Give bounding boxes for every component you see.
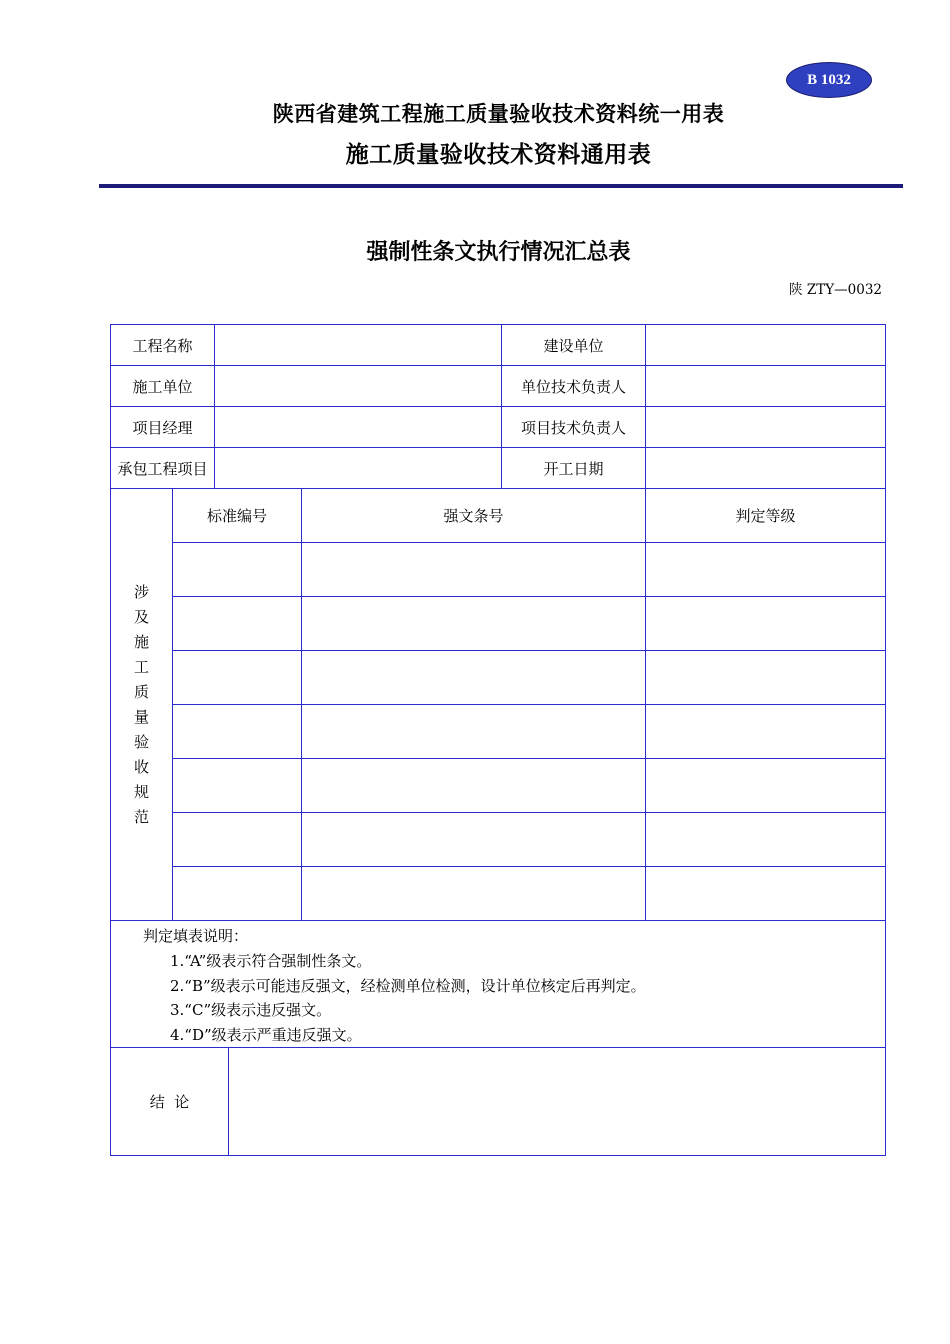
conclusion-row — [111, 1048, 886, 1156]
side-char: 规 — [133, 782, 149, 801]
standards-header-row — [111, 489, 886, 543]
standards-row — [111, 651, 886, 705]
summary-form — [110, 324, 886, 1156]
standards-row — [111, 705, 886, 759]
standard-number-cell[interactable] — [173, 813, 302, 867]
side-char: 质 — [133, 682, 149, 701]
start-date-label: 开工日期 — [502, 448, 646, 489]
conclusion-field[interactable] — [229, 1048, 886, 1156]
grade-cell[interactable] — [646, 759, 886, 813]
clause-number-cell[interactable] — [302, 867, 646, 921]
pm-field[interactable] — [215, 407, 502, 448]
notes-row — [111, 921, 886, 1048]
standards-side-label-text — [111, 580, 172, 830]
pm-label: 项目经理 — [111, 407, 215, 448]
col-grade: 判定等级 — [646, 489, 886, 543]
clause-number-cell[interactable] — [302, 651, 646, 705]
header-divider — [99, 184, 903, 188]
standards-row — [111, 759, 886, 813]
project-tech-field[interactable] — [646, 407, 886, 448]
notes-title: 判定填表说明： — [143, 927, 249, 945]
conclusion-label: 结 论 — [111, 1048, 229, 1156]
col-clause-number: 强文条号 — [302, 489, 646, 543]
info-row-1 — [111, 325, 886, 366]
standard-number-cell[interactable] — [173, 597, 302, 651]
grade-cell[interactable] — [646, 867, 886, 921]
info-row-2 — [111, 366, 886, 407]
standards-side-label — [111, 489, 173, 921]
side-char: 涉 — [133, 582, 149, 601]
form-code: 陕 ZTY—0032 — [789, 282, 882, 298]
header-line-1: 陕西省建筑工程施工质量验收技术资料统一用表 — [272, 101, 725, 126]
standard-number-cell[interactable] — [173, 651, 302, 705]
contractor-field[interactable] — [215, 366, 502, 407]
side-char: 验 — [133, 732, 149, 751]
grade-cell[interactable] — [646, 597, 886, 651]
standard-number-cell[interactable] — [173, 867, 302, 921]
info-row-3 — [111, 407, 886, 448]
note-item: 2.“B”级表示可能违反强文，经检测单位检测，设计单位核定后再判定。 — [170, 976, 646, 995]
note-item: 3.“C”级表示违反强文。 — [170, 1001, 332, 1019]
unit-tech-label: 单位技术负责人 — [502, 366, 646, 407]
note-item: 1.“A”级表示符合强制性条文。 — [170, 952, 372, 970]
clause-number-cell[interactable] — [302, 543, 646, 597]
side-char: 施 — [133, 632, 149, 651]
clause-number-cell[interactable] — [302, 813, 646, 867]
standard-number-cell[interactable] — [173, 543, 302, 597]
scope-field[interactable] — [215, 448, 502, 489]
scope-label: 承包工程项目 — [111, 448, 215, 489]
info-row-4 — [111, 448, 886, 489]
unit-tech-field[interactable] — [646, 366, 886, 407]
contractor-label: 施工单位 — [111, 366, 215, 407]
project-name-field[interactable] — [215, 325, 502, 366]
standard-number-cell[interactable] — [173, 705, 302, 759]
side-char: 范 — [133, 807, 149, 826]
owner-label: 建设单位 — [502, 325, 646, 366]
note-item: 4.“D”级表示严重违反强文。 — [170, 1025, 362, 1044]
side-char: 及 — [133, 607, 149, 626]
clause-number-cell[interactable] — [302, 759, 646, 813]
project-name-label: 工程名称 — [111, 325, 215, 366]
form-title: 强制性条文执行情况汇总表 — [366, 240, 631, 265]
col-standard-number: 标准编号 — [173, 489, 302, 543]
side-char: 工 — [133, 657, 149, 676]
standards-row — [111, 867, 886, 921]
clause-number-cell[interactable] — [302, 597, 646, 651]
notes-cell — [111, 921, 886, 1048]
grade-cell[interactable] — [646, 813, 886, 867]
owner-field[interactable] — [646, 325, 886, 366]
grade-cell[interactable] — [646, 705, 886, 759]
header-line-2: 施工质量验收技术资料通用表 — [345, 141, 652, 168]
standards-row — [111, 597, 886, 651]
standard-number-cell[interactable] — [173, 759, 302, 813]
grade-cell[interactable] — [646, 543, 886, 597]
project-tech-label: 项目技术负责人 — [502, 407, 646, 448]
grade-cell[interactable] — [646, 651, 886, 705]
clause-number-cell[interactable] — [302, 705, 646, 759]
start-date-field[interactable] — [646, 448, 886, 489]
standards-row — [111, 813, 886, 867]
side-char: 量 — [133, 707, 149, 726]
form-badge: B 1032 — [786, 62, 872, 98]
side-char: 收 — [133, 757, 149, 776]
standards-row — [111, 543, 886, 597]
